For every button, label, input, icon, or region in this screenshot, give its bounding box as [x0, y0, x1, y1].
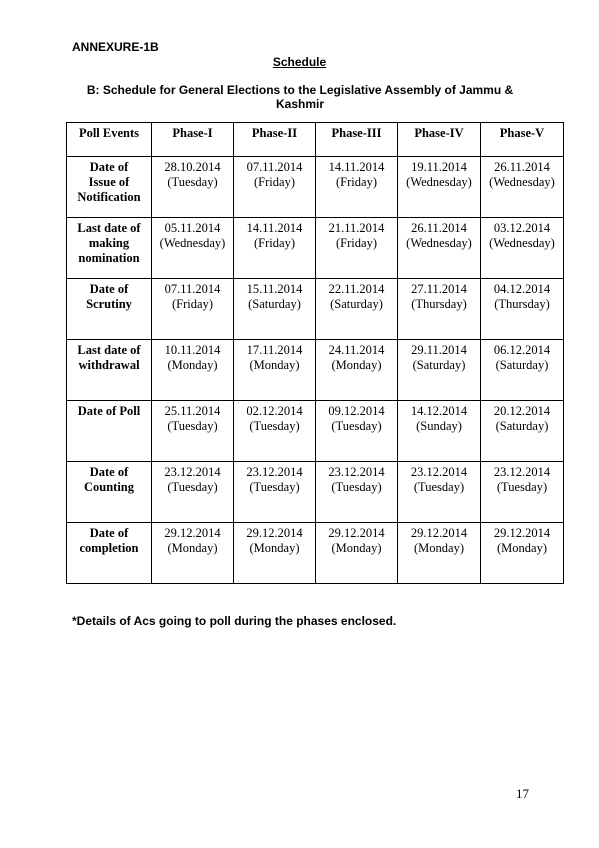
poll-event-label: Counting: [83, 480, 135, 494]
weekday-value: (Monday): [167, 358, 218, 372]
weekday-value: (Friday): [336, 175, 377, 189]
date-value: 20.12.2014: [493, 404, 551, 418]
column-header: Phase-IV: [398, 123, 481, 157]
phase-date-cell: [481, 401, 564, 462]
phase-date-cell: [152, 523, 234, 584]
date-value: 17.11.2014: [246, 343, 303, 357]
footnote: *Details of Acs going to poll during the phases enclosed.: [72, 614, 397, 628]
table-row: [67, 157, 564, 218]
table-row: [67, 218, 564, 279]
phase-date-cell: [234, 157, 316, 218]
phase-date-cell: [316, 401, 398, 462]
document-subtitle: B: Schedule for General Elections to the Legislative Assembly of Jammu & Kashmir: [86, 83, 514, 111]
weekday-value: (Saturday): [248, 297, 301, 311]
poll-event-cell: [67, 462, 152, 523]
date-value: 05.11.2014: [164, 221, 221, 235]
poll-event-label: making: [88, 236, 130, 250]
weekday-value: (Thursday): [411, 297, 467, 311]
poll-event-label: nomination: [78, 251, 140, 265]
weekday-value: (Tuesday): [331, 419, 382, 433]
phase-date-cell: [481, 279, 564, 340]
weekday-value: (Monday): [414, 541, 464, 555]
weekday-value: (Friday): [172, 297, 213, 311]
date-value: 22.11.2014: [328, 282, 385, 296]
column-header: Poll Events: [67, 123, 152, 157]
weekday-value: (Tuesday): [249, 480, 300, 494]
weekday-value: (Tuesday): [167, 175, 218, 189]
weekday-value: (Tuesday): [167, 480, 218, 494]
phase-date-cell: [152, 340, 234, 401]
date-value: 29.12.2014: [246, 526, 303, 540]
phase-date-cell: [316, 279, 398, 340]
phase-date-cell: [316, 218, 398, 279]
weekday-value: (Monday): [331, 358, 382, 372]
table-row: [67, 340, 564, 401]
weekday-value: (Saturday): [495, 419, 549, 433]
poll-event-label: Issue of: [88, 175, 130, 189]
phase-date-cell: [152, 462, 234, 523]
table-row: [67, 462, 564, 523]
phase-date-cell: [398, 279, 481, 340]
phase-date-cell: [234, 401, 316, 462]
date-value: 06.12.2014: [493, 343, 551, 357]
poll-event-label: Date of Poll: [77, 404, 141, 418]
poll-event-label: completion: [79, 541, 139, 555]
phase-date-cell: [481, 523, 564, 584]
poll-event-cell: [67, 523, 152, 584]
poll-event-cell: [67, 401, 152, 462]
date-value: 09.12.2014: [328, 404, 385, 418]
phase-date-cell: [398, 523, 481, 584]
date-value: 29.12.2014: [164, 526, 221, 540]
weekday-value: (Wednesday): [489, 175, 555, 189]
date-value: 29.12.2014: [328, 526, 385, 540]
weekday-value: (Monday): [497, 541, 547, 555]
phase-date-cell: [234, 523, 316, 584]
date-value: 02.12.2014: [246, 404, 303, 418]
weekday-value: (Tuesday): [331, 480, 382, 494]
weekday-value: (Sunday): [416, 419, 462, 433]
date-value: 14.12.2014: [410, 404, 468, 418]
phase-date-cell: [316, 340, 398, 401]
date-value: 25.11.2014: [164, 404, 221, 418]
phase-date-cell: [152, 218, 234, 279]
page-number: 17: [516, 786, 529, 801]
date-value: 03.12.2014: [493, 221, 551, 235]
date-value: 29.12.2014: [410, 526, 468, 540]
date-value: 14.11.2014: [246, 221, 303, 235]
date-value: 23.12.2014: [410, 465, 468, 479]
phase-date-cell: [152, 157, 234, 218]
poll-event-label: Notification: [77, 190, 141, 204]
column-header: Phase-III: [316, 123, 398, 157]
phase-date-cell: [234, 462, 316, 523]
date-value: 23.12.2014: [493, 465, 551, 479]
table-header-row: [67, 123, 564, 157]
poll-event-label: withdrawal: [78, 358, 140, 372]
phase-date-cell: [234, 279, 316, 340]
date-value: 21.11.2014: [328, 221, 385, 235]
phase-date-cell: [316, 157, 398, 218]
table-row: [67, 523, 564, 584]
poll-event-cell: [67, 157, 152, 218]
weekday-value: (Monday): [167, 541, 218, 555]
date-value: 10.11.2014: [164, 343, 221, 357]
poll-event-label: Last date of: [77, 221, 141, 235]
weekday-value: (Tuesday): [249, 419, 300, 433]
phase-date-cell: [398, 401, 481, 462]
phase-date-cell: [234, 340, 316, 401]
weekday-value: (Tuesday): [167, 419, 218, 433]
poll-event-cell: [67, 279, 152, 340]
date-value: 29.11.2014: [411, 343, 467, 357]
date-value: 14.11.2014: [328, 160, 385, 174]
poll-event-label: Date of: [89, 282, 129, 296]
column-header: Phase-V: [481, 123, 564, 157]
poll-event-label: Last date of: [77, 343, 141, 357]
phase-date-cell: [481, 340, 564, 401]
date-value: 15.11.2014: [246, 282, 303, 296]
date-value: 07.11.2014: [246, 160, 303, 174]
weekday-value: (Tuesday): [496, 480, 548, 494]
phase-date-cell: [234, 218, 316, 279]
phase-date-cell: [398, 340, 481, 401]
date-value: 27.11.2014: [411, 282, 467, 296]
poll-event-label: Date of: [89, 465, 129, 479]
phase-date-cell: [316, 462, 398, 523]
table-row: [67, 401, 564, 462]
date-value: 29.12.2014: [493, 526, 551, 540]
poll-event-cell: [67, 218, 152, 279]
weekday-value: (Saturday): [330, 297, 383, 311]
date-value: 28.10.2014: [164, 160, 221, 174]
weekday-value: (Tuesday): [413, 480, 465, 494]
table-row: [67, 279, 564, 340]
weekday-value: (Saturday): [495, 358, 549, 372]
date-value: 04.12.2014: [493, 282, 551, 296]
phase-date-cell: [398, 218, 481, 279]
weekday-value: (Wednesday): [159, 236, 226, 250]
poll-event-label: Scrutiny: [86, 297, 132, 311]
schedule-table: [66, 122, 564, 584]
weekday-value: (Monday): [331, 541, 382, 555]
phase-date-cell: [398, 157, 481, 218]
poll-event-label: Date of: [89, 526, 129, 540]
date-value: 23.12.2014: [164, 465, 221, 479]
weekday-value: (Friday): [254, 175, 295, 189]
weekday-value: (Wednesday): [406, 175, 472, 189]
date-value: 19.11.2014: [411, 160, 467, 174]
date-value: 07.11.2014: [164, 282, 221, 296]
date-value: 23.12.2014: [328, 465, 385, 479]
schedule-heading: Schedule: [272, 55, 327, 69]
phase-date-cell: [152, 279, 234, 340]
phase-date-cell: [481, 157, 564, 218]
date-value: 23.12.2014: [246, 465, 303, 479]
weekday-value: (Monday): [249, 358, 300, 372]
weekday-value: (Saturday): [412, 358, 466, 372]
date-value: 26.11.2014: [411, 221, 467, 235]
table-body: [67, 157, 564, 584]
phase-date-cell: [316, 523, 398, 584]
weekday-value: (Wednesday): [489, 236, 555, 250]
weekday-value: (Friday): [336, 236, 377, 250]
phase-date-cell: [398, 462, 481, 523]
poll-event-cell: [67, 340, 152, 401]
annexure-label: ANNEXURE-1B: [72, 40, 159, 54]
weekday-value: (Wednesday): [406, 236, 472, 250]
weekday-value: (Friday): [254, 236, 295, 250]
weekday-value: (Thursday): [494, 297, 550, 311]
phase-date-cell: [481, 218, 564, 279]
date-value: 24.11.2014: [328, 343, 385, 357]
phase-date-cell: [481, 462, 564, 523]
column-header: Phase-II: [234, 123, 316, 157]
column-header: Phase-I: [152, 123, 234, 157]
weekday-value: (Monday): [249, 541, 300, 555]
phase-date-cell: [152, 401, 234, 462]
poll-event-label: Date of: [89, 160, 129, 174]
date-value: 26.11.2014: [494, 160, 550, 174]
